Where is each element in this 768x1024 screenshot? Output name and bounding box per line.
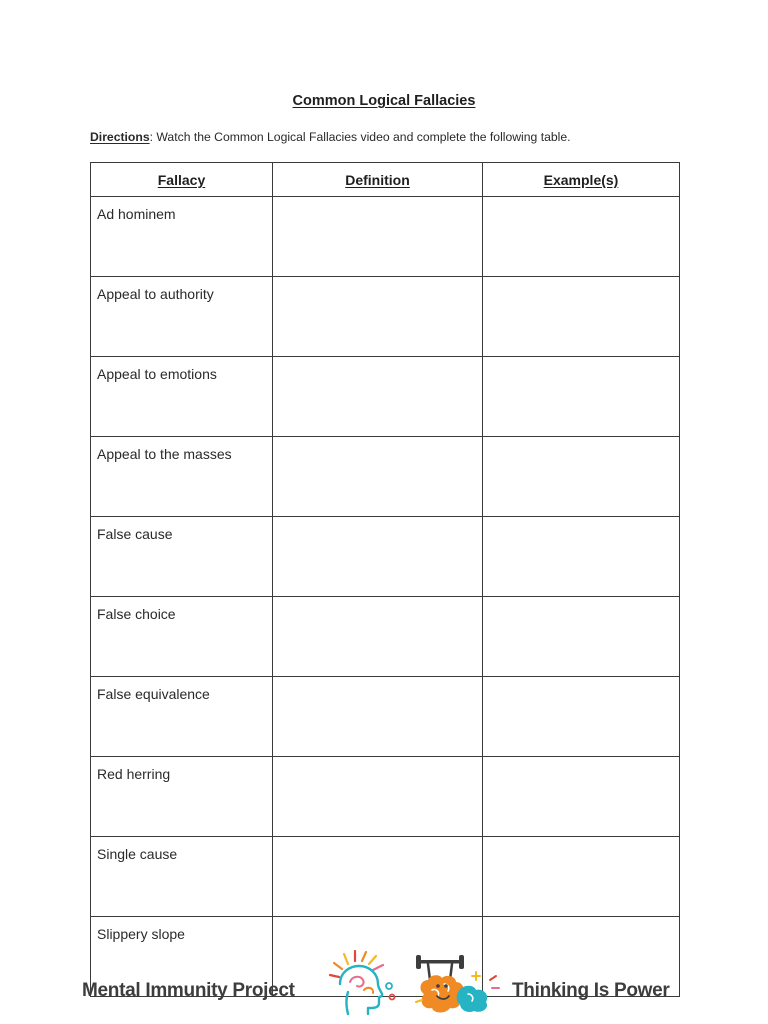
header-definition: Definition [273, 163, 483, 197]
definition-cell[interactable] [273, 677, 483, 757]
table-row [91, 837, 680, 917]
fallacy-name-cell: Ad hominem [91, 197, 273, 277]
fallacy-name-cell: False cause [91, 517, 273, 597]
table-row [91, 517, 680, 597]
brain-weightlifter-logo-icon [414, 954, 500, 1016]
definition-cell[interactable] [273, 837, 483, 917]
example-cell[interactable] [483, 277, 680, 357]
mental-immunity-project-brand: Mental Immunity Project [82, 980, 295, 1001]
definition-cell[interactable] [273, 757, 483, 837]
thinking-is-power-brand: Thinking Is Power [512, 980, 670, 1001]
table-row [91, 677, 680, 757]
directions-text: : Watch the Common Logical Fallacies video and complete the following table. [149, 130, 571, 144]
table-row [91, 277, 680, 357]
table-row [91, 597, 680, 677]
definition-cell[interactable] [273, 437, 483, 517]
example-cell[interactable] [483, 757, 680, 837]
definition-cell[interactable] [273, 517, 483, 597]
fallacy-name-cell: False equivalence [91, 677, 273, 757]
fallacy-name-cell: Red herring [91, 757, 273, 837]
table-row [91, 357, 680, 437]
example-cell[interactable] [483, 357, 680, 437]
example-cell[interactable] [483, 597, 680, 677]
directions [90, 130, 571, 144]
fallacy-name-cell: Single cause [91, 837, 273, 917]
example-cell[interactable] [483, 437, 680, 517]
definition-cell[interactable] [273, 357, 483, 437]
example-cell[interactable] [483, 517, 680, 597]
header-fallacy: Fallacy [91, 163, 273, 197]
table-row [91, 197, 680, 277]
definition-cell[interactable] [273, 597, 483, 677]
example-cell[interactable] [483, 677, 680, 757]
fallacy-name-cell: Appeal to the masses [91, 437, 273, 517]
page-title: Common Logical Fallacies [292, 93, 476, 109]
fallacy-name-cell: Appeal to emotions [91, 357, 273, 437]
header-examples: Example(s) [483, 163, 680, 197]
fallacy-name-cell: False choice [91, 597, 273, 677]
example-cell[interactable] [483, 197, 680, 277]
example-cell[interactable] [483, 837, 680, 917]
fallacy-name-cell: Appeal to authority [91, 277, 273, 357]
fallacies-table [90, 162, 680, 997]
fallacy-name-cell: Slippery slope [91, 917, 273, 997]
table-row [91, 437, 680, 517]
definition-cell[interactable] [273, 197, 483, 277]
directions-label: Directions [90, 130, 150, 144]
table-row [91, 757, 680, 837]
table-header-row [91, 163, 680, 197]
head-sunburst-logo-icon [328, 950, 400, 1016]
footer [0, 950, 768, 1020]
definition-cell[interactable] [273, 277, 483, 357]
